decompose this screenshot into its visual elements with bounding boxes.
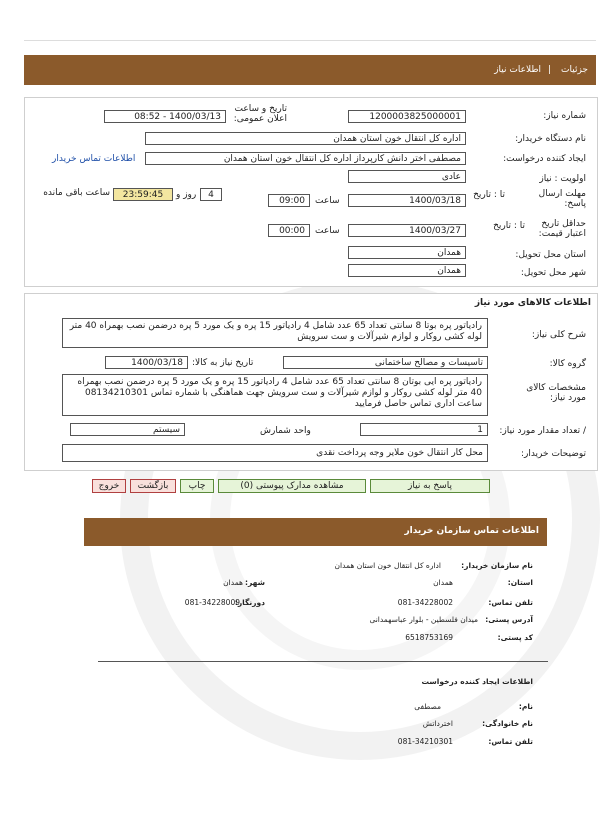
- deadline-time-field: 09:00: [268, 194, 310, 207]
- postal-value: 6518753169: [405, 633, 453, 642]
- validity-date-field: 1400/03/27: [348, 224, 466, 237]
- announce-label: تاریخ و ساعت اعلان عمومی:: [233, 104, 287, 124]
- remaining-days-field: 4: [200, 188, 222, 201]
- city-label: شهر محل تحویل:: [520, 268, 586, 278]
- need-date-field: 1400/03/18: [105, 356, 188, 369]
- deadline-date-field: 1400/03/18: [348, 194, 466, 207]
- province-field: همدان: [348, 246, 466, 259]
- buyer-org-label: نام دستگاه خریدار:: [515, 134, 586, 144]
- buyer-name-value: اداره کل انتقال خون استان همدان: [334, 561, 441, 570]
- back-button[interactable]: بازگشت: [130, 479, 176, 493]
- unit-label: واحد شمارش: [260, 426, 311, 436]
- exit-button[interactable]: خروج: [92, 479, 126, 493]
- creator-phone-label: تلفن تماس:: [488, 737, 533, 746]
- print-button[interactable]: چاپ: [180, 479, 214, 493]
- top-divider: [24, 40, 596, 41]
- contact-section-header: [84, 518, 547, 546]
- attachments-button[interactable]: مشاهده مدارک پیوستی (0): [218, 479, 366, 493]
- notes-field: محل کار انتقال خون ملایر وجه پرداخت نقدی: [62, 444, 488, 462]
- creator-first-name-value: مصطفی: [414, 702, 441, 711]
- contact-info-link[interactable]: اطلاعات تماس خریدار: [52, 154, 136, 164]
- header-bar: [24, 55, 596, 85]
- priority-field: عادی: [348, 170, 466, 183]
- announce-field: 1400/03/13 - 08:52: [104, 110, 226, 123]
- qty-field: 1: [360, 423, 488, 436]
- summary-field: رادیاتور پره بوتا 8 سانتی تعداد 65 عدد شامل 4 رادیاتور 15 پره و یک مورد 5 پره درضمن نصب بهمراه 40 متر لوله کشی روکار و لوازم شیرآلات و ست سرویش: [62, 318, 488, 348]
- creator-last-name-label: نام خانوادگی:: [482, 719, 533, 728]
- creator-first-name-label: نام:: [518, 702, 533, 711]
- contact-city-label: شهر:: [245, 578, 265, 587]
- contact-section-title: اطلاعات تماس سازمان خریدار: [404, 526, 539, 536]
- deadline-label: مهلت ارسال پاسخ:: [538, 189, 586, 209]
- contact-fax-label: دورنگار:: [234, 598, 265, 607]
- priority-label: اولویت : نیاز: [539, 174, 586, 184]
- group-field: تاسیسات و مصالح ساختمانی: [283, 356, 488, 369]
- creator-phone-value: 081-34210301: [397, 737, 453, 746]
- buyer-org-field: اداره کل انتقال خون استان همدان: [145, 132, 466, 145]
- contact-phone-label: تلفن تماس:: [488, 598, 533, 607]
- summary-label: شرح کلی نیاز:: [531, 330, 586, 340]
- province-label: استان محل تحویل:: [515, 250, 586, 260]
- reply-button[interactable]: پاسخ به نیاز: [370, 479, 490, 493]
- notes-label: توضیحات خریدار:: [520, 449, 586, 459]
- creator-title: اطلاعات ایجاد کننده درخواست: [421, 677, 533, 686]
- contact-divider: [98, 661, 548, 662]
- creator-last-name-value: اخترداتش: [422, 719, 453, 728]
- need-info-panel: [24, 97, 598, 287]
- qty-label: / تعداد مقدار مورد نیاز:: [499, 426, 586, 436]
- tab-need-info[interactable]: اطلاعات نیاز: [494, 65, 541, 75]
- group-label: گروه کالا:: [549, 359, 586, 369]
- deadline-until-label: تا : تاریخ: [473, 190, 505, 200]
- tab-details[interactable]: جزئیات: [561, 65, 588, 75]
- remaining-suffix-label: ساعت باقی مانده: [43, 188, 110, 198]
- postal-label: کد پستی:: [497, 633, 533, 642]
- address-value: میدان فلسطین - بلوار عباسهمدانی: [369, 615, 478, 624]
- contact-fax-value: 081-34228009: [184, 598, 240, 607]
- requester-label: ایجاد کننده درخواست:: [503, 154, 586, 164]
- need-number-label: شماره نیاز:: [543, 111, 586, 121]
- remaining-day-label: روز و: [176, 190, 197, 200]
- contact-province-value: همدان: [433, 578, 453, 587]
- buyer-name-label: نام سازمان خریدار:: [461, 561, 533, 570]
- requester-field: مصطفی اختر دانش کارپرداز اداره کل انتقال خون استان همدان: [145, 152, 466, 165]
- remaining-time-field: 23:59:45: [113, 188, 173, 201]
- validity-time-label: ساعت: [315, 226, 340, 236]
- validity-time-field: 00:00: [268, 224, 310, 237]
- address-label: آدرس پستی:: [485, 615, 533, 624]
- specs-label: مشخصات کالای مورد نیاز:: [526, 383, 586, 403]
- city-field: همدان: [348, 264, 466, 277]
- specs-field: رادیاتور پره ایی بوتان 8 سانتی تعداد 65 عدد شامل 4 رادیاتور 15 پره و یک مورد 5 پره درضمن نصب بهمراه 40 متر لوله کشی روکار و لوازم شیرآلات و ست سرویش جهت هماهنگی با شماره تماس 08134210301 ساعت اداری تماس حاصل فرمایید: [62, 374, 488, 416]
- need-number-field: 1200003825000001: [348, 110, 466, 123]
- unit-field: سیستم: [70, 423, 185, 436]
- goods-section-title: اطلاعات کالاهای مورد نیاز: [474, 298, 591, 308]
- contact-province-label: استان:: [507, 578, 533, 587]
- validity-until-label: تا : تاریخ: [493, 221, 525, 231]
- deadline-time-label: ساعت: [315, 196, 340, 206]
- contact-phone-value: 081-34228002: [397, 598, 453, 607]
- need-date-label: تاریخ نیاز به کالا:: [192, 358, 254, 368]
- validity-label: حداقل تاریخ اعتبار قیمت:: [538, 219, 586, 239]
- contact-city-value: همدان: [223, 578, 243, 587]
- tab-separator: |: [547, 65, 551, 75]
